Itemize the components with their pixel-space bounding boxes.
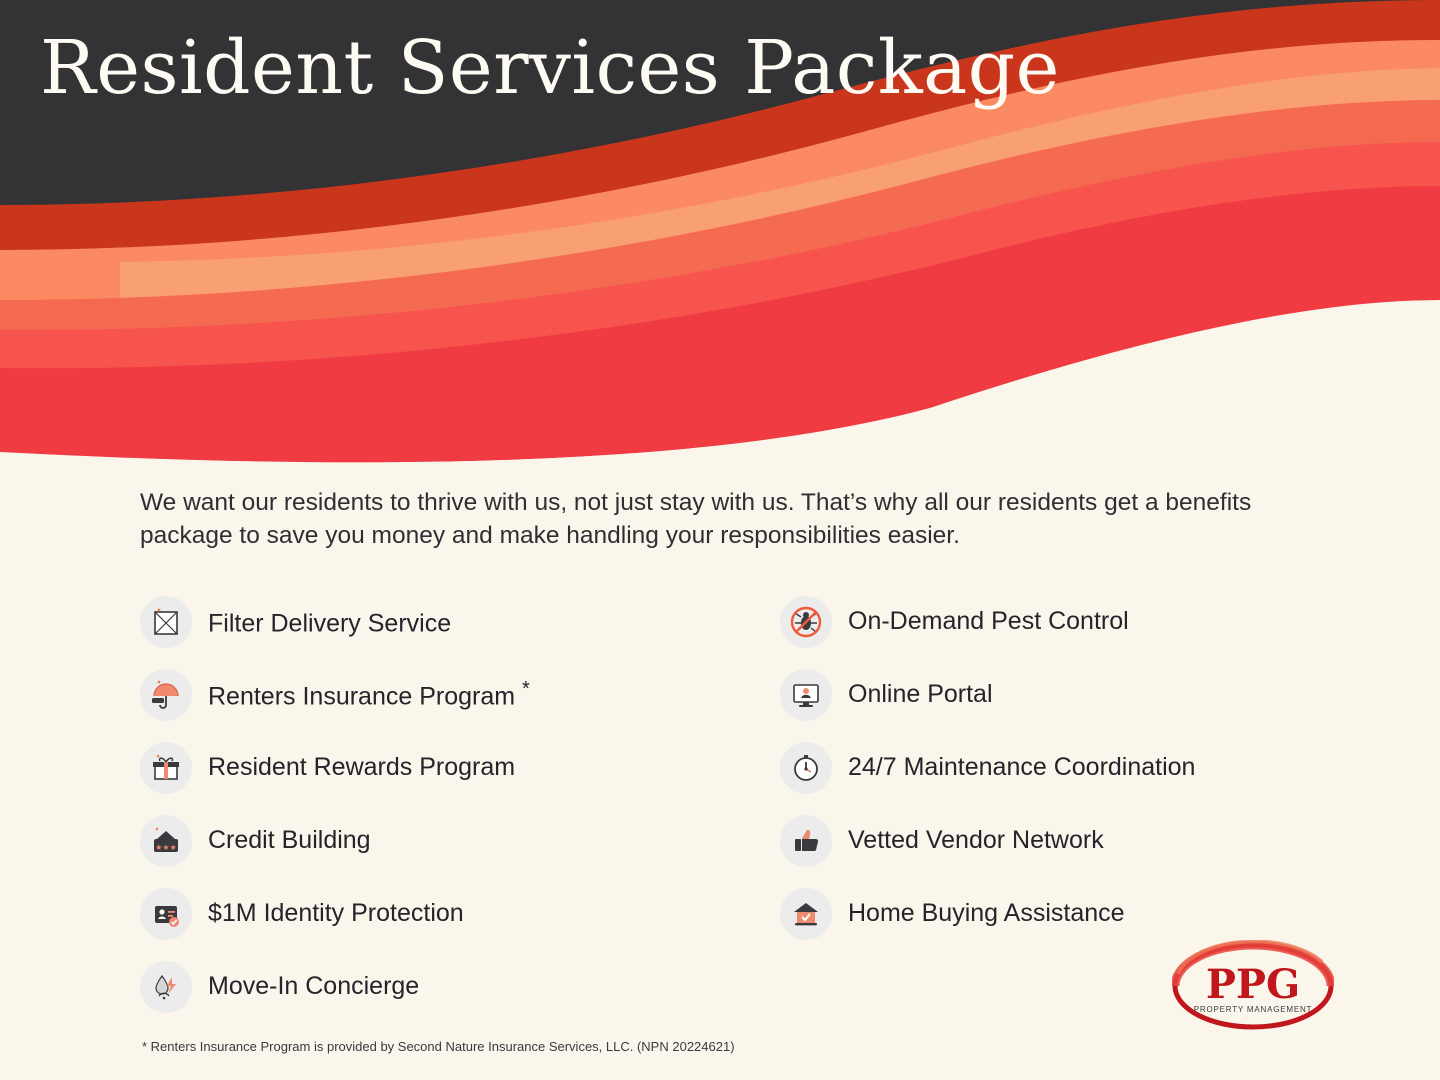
benefit-item	[780, 731, 1320, 804]
svg-text:★★★: ★★★	[155, 842, 177, 852]
benefit-item	[140, 658, 780, 731]
benefit-label: Credit Building	[208, 826, 371, 854]
benefit-item	[780, 585, 1320, 658]
benefits-section	[140, 585, 1320, 1023]
benefit-item	[140, 731, 780, 804]
benefits-column-left	[140, 585, 780, 1023]
umbrella-icon	[140, 669, 192, 721]
gift-icon	[140, 742, 192, 794]
benefit-item	[140, 804, 780, 877]
logo-subtitle: PROPERTY MANAGEMENT	[1193, 1005, 1313, 1014]
utilities-drop-icon	[140, 961, 192, 1013]
ppg-logo	[1172, 940, 1334, 1032]
credit-score-icon	[140, 815, 192, 867]
intro-paragraph: We want our residents to thrive with us, not just stay with us. That’s why all our residents get a benefits package to save you money and make handling your responsibilities easier.	[140, 489, 1252, 549]
benefit-footnote-marker: *	[522, 677, 530, 700]
benefit-label: 24/7 Maintenance Coordination	[848, 753, 1196, 781]
benefit-item	[140, 950, 780, 1023]
monitor-icon	[780, 669, 832, 721]
id-badge-icon	[140, 888, 192, 940]
benefit-item	[140, 585, 780, 658]
logo-initials: PPG	[1205, 961, 1301, 1008]
air-filter-icon	[140, 596, 192, 648]
clock-icon	[780, 742, 832, 794]
benefit-label: Move-In Concierge	[208, 972, 420, 1000]
benefit-label: On-Demand Pest Control	[848, 607, 1129, 635]
benefit-label: Online Portal	[848, 680, 993, 708]
footnote-text: * Renters Insurance Program is provided by Second Nature Insurance Services, LLC. (NPN 20224621)	[142, 1039, 735, 1054]
no-pest-icon	[780, 596, 832, 648]
benefit-label: $1M Identity Protection	[208, 899, 464, 927]
benefit-label: Vetted Vendor Network	[848, 826, 1104, 854]
page-title: Resident Services Package	[40, 25, 1060, 111]
benefit-label: Resident Rewards Program	[208, 753, 516, 781]
benefit-item	[140, 877, 780, 950]
benefit-label: Renters Insurance Program *	[208, 677, 530, 711]
thumbs-up-icon	[780, 815, 832, 867]
header-banner	[0, 0, 1440, 470]
benefit-label: Home Buying Assistance	[848, 899, 1125, 927]
benefit-item	[780, 658, 1320, 731]
benefit-item	[780, 804, 1320, 877]
house-check-icon	[780, 888, 832, 940]
benefit-label: Filter Delivery Service	[208, 609, 452, 638]
